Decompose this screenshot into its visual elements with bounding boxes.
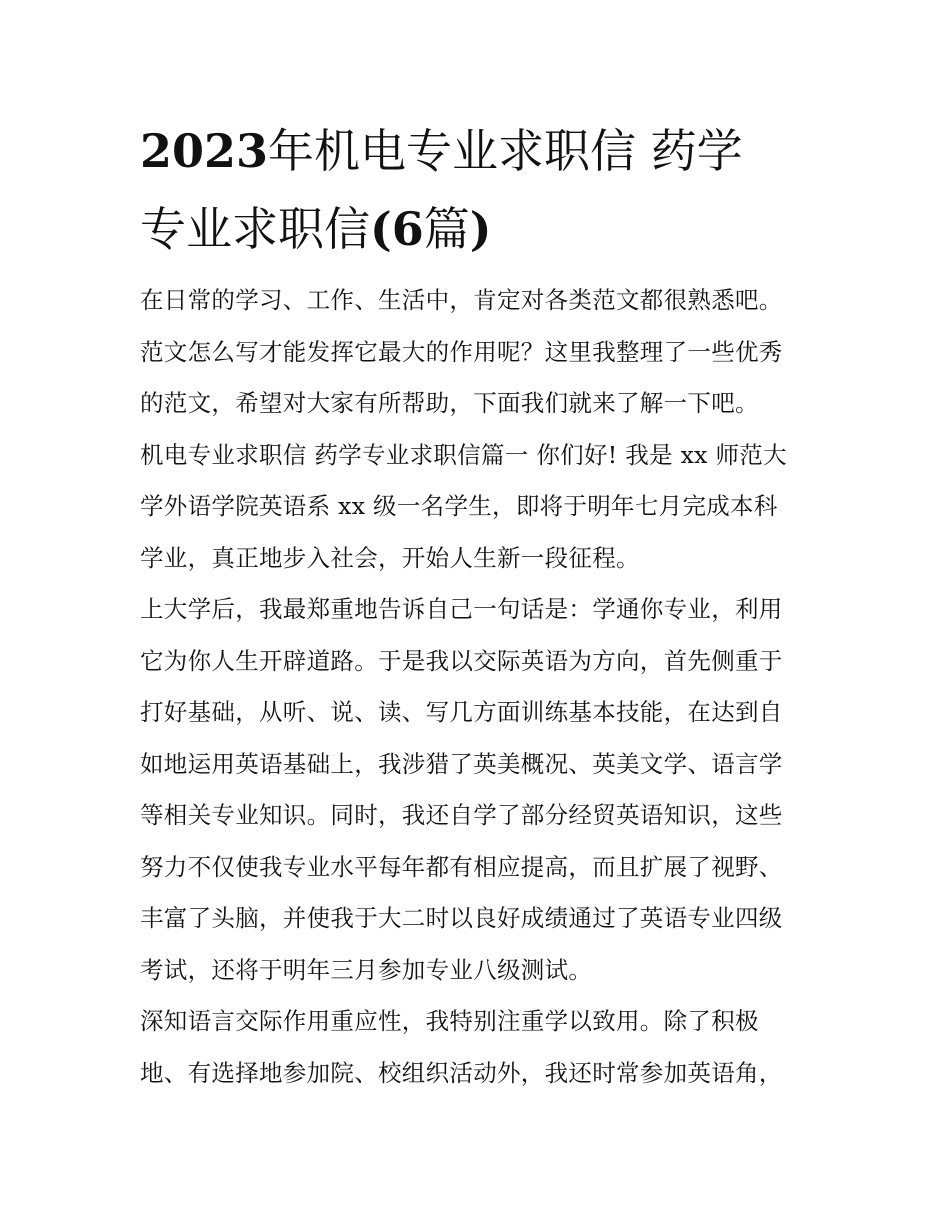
title-text-3: 篇	[423, 202, 470, 256]
text-line: 如地运用英语基础上，我涉猎了英美概况、英美文学、语言学	[140, 749, 783, 778]
text-line: 等相关专业知识。同时，我还自学了部分经贸英语知识，这些	[140, 801, 783, 829]
text-line: 在日常的学习、工作、生活中，肯定对各类范文都很熟悉吧。	[140, 286, 783, 314]
document-body	[140, 275, 820, 1099]
text-line: 上大学后，我最郑重地告诉自己一句话是：学通你专业，利用	[140, 595, 783, 623]
text-line: 深知语言交际作用重应性，我特别注重学以致用。除了积极	[140, 1007, 759, 1035]
document-title	[140, 112, 820, 268]
title-count-close: )	[469, 202, 492, 256]
text-line: 考试，还将于明年三月参加专业八级测试。	[140, 955, 593, 984]
text-line: 努力不仅使我专业水平每年都有相应提高，而且扩展了视野、	[140, 852, 783, 881]
paragraph-4	[140, 996, 820, 1099]
text-line: 它为你人生开辟道路。于是我以交际英语为方向，首先侧重于	[140, 646, 783, 675]
text-line: 丰富了头脑，并使我于大二时以良好成绩通过了英语专业四级	[140, 904, 783, 932]
text-line: 地、有选择地参加院、校组织活动外，我还时常参加英语角，	[140, 1058, 783, 1087]
title-text-2: 专业求职信	[140, 202, 370, 256]
paragraph-2	[140, 430, 820, 585]
title-text-1: 年机电专业求职信 药学	[268, 124, 743, 178]
title-count-open: (6	[370, 202, 424, 256]
title-line-1	[140, 112, 820, 190]
text-line: 学外语学院英语系 xx 级一名学生，即将于明年七月完成本科	[140, 492, 778, 520]
text-line: 打好基础，从听、说、读、写几方面训练基本技能，在达到自	[140, 698, 783, 726]
text-line: 机电专业求职信 药学专业求职信篇一 你们好! 我是 xx 师范大	[140, 440, 787, 469]
paragraph-3	[140, 584, 820, 996]
title-year: 2023	[140, 124, 269, 178]
text-line: 学业，真正地步入社会，开始人生新一段征程。	[140, 543, 640, 572]
paragraph-1	[140, 275, 820, 430]
text-line: 范文怎么写才能发挥它最大的作用呢？这里我整理了一些优秀	[140, 337, 783, 366]
title-line-2	[140, 190, 820, 268]
text-line: 的范文，希望对大家有所帮助，下面我们就来了解一下吧。	[140, 389, 759, 417]
